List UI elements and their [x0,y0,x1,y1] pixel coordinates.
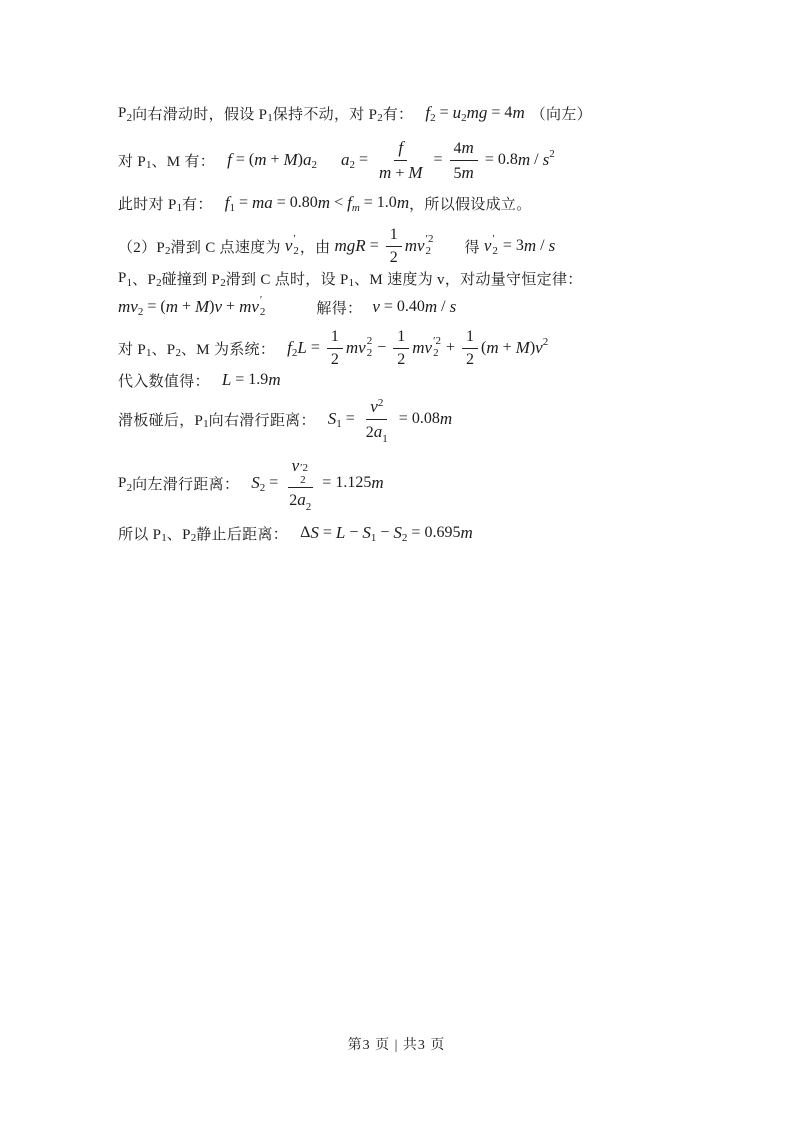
math-variable: M [408,162,423,182]
fraction-denominator [450,161,478,184]
math-operator: 1 [466,327,475,345]
math-variable: m [461,137,474,157]
spacer [210,380,222,381]
math-operator: < [330,194,348,211]
math-variable: mgR [334,236,366,255]
math-subscript: 2 [137,305,144,318]
math-operator: + [177,298,195,315]
math-subscript: 1 [348,276,355,289]
math-subsup [293,234,299,257]
math-operator: 2 [466,350,475,368]
math-subscript: 2 [291,346,298,359]
math-variable: v [214,297,223,316]
text-run: 、M 为系统： [180,341,276,358]
text-run: P [118,269,127,286]
math-subscript: 2 [377,111,383,124]
math-variable: L [335,523,346,542]
math-subscript: 1 [146,158,152,171]
math-subscript: 2 [401,531,408,544]
text-run: 碰撞到 P [161,271,221,288]
text-run: 向右滑动时，假设 P [132,106,268,123]
text-run: 有： [382,106,414,123]
math-variable: v [370,396,378,416]
text-run: 有： [182,196,213,213]
math-variable: m [317,193,331,212]
math-subscript: 2 [492,245,498,257]
math-variable: m [379,162,392,182]
math-variable: f [227,150,232,169]
math-superscript: 2 [366,335,373,348]
math-operator: = 3 [498,237,524,254]
math-variable: L [221,370,232,389]
math-operator: = [265,474,283,491]
math-subscript: 1 [146,346,152,359]
math-operator: + [441,339,460,356]
math-variable: mv [118,297,138,316]
math-variable: f [347,193,352,212]
math-subsup [426,234,434,257]
math-variable: s [548,236,556,255]
fraction-numerator [393,327,409,349]
fraction-denominator [375,161,426,184]
math-variable: v [284,236,293,255]
math-subscript: 2 [126,481,133,494]
fraction-numerator [327,327,343,349]
math-superscript: 2 [542,335,549,348]
solution-line-6 [118,293,456,321]
math-subsup [300,463,308,486]
math-subscript: 2 [293,245,299,257]
math-variable: M [515,338,530,357]
math-operator: = 0.08 [394,410,440,427]
math-variable: s [449,297,457,316]
math-operator: = ( [231,151,255,168]
math-superscript: ′ [259,294,263,307]
spacer [317,160,341,161]
math-subsup [367,336,373,359]
page-footer [0,1034,793,1054]
math-operator: = ( [143,298,166,315]
math-variable: mg [466,103,488,122]
math-subscript: 1 [203,417,209,430]
text-run: 保持不动，对 P [272,106,378,123]
math-variable: f [224,193,230,212]
math-subscript: 2 [190,531,197,544]
math-operator: = [355,151,373,168]
text-run: 、M 有： [151,153,216,170]
math-variable: m [424,297,438,316]
fraction [362,396,392,443]
math-subscript: 2 [259,306,266,318]
math-variable: mv [345,338,366,357]
math-operator: 2 [289,492,298,510]
math-variable: a [373,421,383,441]
math-subsup [433,336,441,359]
fraction-numerator [450,137,478,161]
solution-line-9 [118,392,452,446]
solution-line-2 [118,134,555,186]
math-operator: = 1.125 [318,474,372,491]
math-subscript: 1 [229,201,235,214]
math-operator: 1 [330,327,339,345]
math-subscript: 2 [175,346,181,359]
math-variable: a [341,150,350,169]
math-operator: = [318,524,336,541]
fraction-numerator [394,137,407,161]
math-subscript: 2 [165,244,171,257]
math-subscript: 1 [176,201,183,214]
page-number-text: 第3 页 | 共3 页 [347,1038,446,1053]
math-superscript: ′ [293,233,296,246]
text-run: ，所以假设成立。 [409,196,532,213]
fraction-denominator [362,420,392,443]
solution-line-8 [118,367,281,393]
math-superscript: ′2 [433,335,441,348]
math-operator: = 0.8 [480,151,518,168]
math-variable: m [396,193,410,212]
fraction-denominator [327,349,343,370]
math-variable: v [483,236,492,255]
math-subscript: 1 [370,531,377,544]
math-operator: = [341,410,359,427]
math-operator: 5 [453,164,462,182]
math-subscript: 1 [267,111,273,124]
text-run: P [118,474,127,491]
math-subscript: 2 [305,501,312,514]
math-operator: = [435,104,453,121]
math-variable: m [371,473,384,492]
fraction [327,327,343,370]
math-variable: f [398,137,404,157]
fraction-denominator [285,488,315,514]
math-variable: v [372,297,380,316]
math-variable: m [486,338,499,357]
text-run: 得 [464,239,484,256]
text-run: 、P [151,341,176,358]
math-operator: − [373,339,391,356]
math-subscript: 2 [300,473,306,486]
math-subscript: 2 [126,111,133,124]
text-run: P [118,104,127,121]
math-variable: m [512,103,525,122]
math-variable: mv [404,236,425,255]
math-operator: − [376,524,394,541]
math-operator: + [391,164,409,182]
math-operator: ) [297,151,303,168]
math-variable: M [283,150,298,169]
math-subscript: 2 [430,111,436,124]
text-run: 所以 P [118,526,162,543]
math-variable: s [542,150,550,169]
math-variable: v [291,455,300,475]
text-run: 向右滑行距离： [208,412,316,429]
spacer [413,113,425,114]
math-operator: = [365,237,383,254]
math-superscript: ′2 [300,461,309,474]
text-run: 滑到 C 点时，设 P [225,271,349,288]
math-subscript: 2 [366,347,373,359]
fraction [450,137,478,184]
math-subscript: 1 [336,417,342,430]
math-variable: ma [251,193,273,212]
math-superscript: ′ [492,233,495,246]
math-variable: a [303,150,312,169]
text-run: 此时对 P [118,196,177,213]
fraction-denominator [462,349,478,370]
fraction [386,225,402,268]
math-subscript: 2 [311,158,317,171]
spacer [434,246,464,247]
math-variable: S [327,409,337,428]
math-operator: = 4 [487,104,513,121]
math-variable: u [452,103,462,122]
math-variable: m [461,162,474,182]
math-variable: S [362,523,371,542]
fraction [393,327,409,370]
solution-line-10 [118,455,384,514]
text-run: 对 P [118,341,146,358]
math-variable: m [523,236,537,255]
math-subscript: 2 [156,276,162,289]
math-subscript: 2 [433,347,439,359]
math-variable: v [535,338,543,357]
fraction [462,327,478,370]
math-operator: ) [209,298,215,315]
math-subsup [492,234,498,257]
fraction-numerator [366,396,387,420]
solution-line-5 [118,265,583,291]
text-run: 静止后距离： [196,526,289,543]
spacer [215,160,227,161]
math-subsup [260,295,266,318]
math-subscript: 1 [126,276,133,289]
math-subscript: 2 [259,481,266,494]
math-subscript: 1 [161,531,167,544]
fraction [375,137,426,184]
math-operator: / [536,237,549,254]
spacer [266,307,316,308]
math-variable: mv [412,338,433,357]
fraction-denominator [393,349,409,370]
math-operator: = 1.9 [231,371,269,388]
math-variable: S [251,473,260,492]
text-run: （2）P [118,239,166,256]
math-operator: 1 [389,225,398,243]
math-variable: M [195,297,210,316]
text-run: 代入数值得： [118,373,210,390]
text-run: 、M 速度为 v，对动量守恒定律： [354,271,583,288]
math-operator: + [266,151,284,168]
math-variable: m [460,523,473,542]
math-operator: = 0.40 [379,298,425,315]
math-variable: S [310,523,319,542]
math-superscript: 2 [377,396,384,409]
text-run: 滑板碰后，P [118,412,204,429]
math-subscript: 2 [461,111,467,124]
math-variable: f [287,338,292,357]
math-operator: 2 [397,350,406,368]
text-run: （向左） [530,106,592,123]
math-variable: m [517,150,531,169]
math-operator: / [437,298,450,315]
math-variable: m [268,370,281,389]
math-operator: 1 [397,327,406,345]
math-operator: = 0.695 [407,524,461,541]
math-variable: m [254,150,267,169]
math-operator: = [234,194,252,211]
math-operator: = [306,339,324,356]
text-run: 、P [132,271,157,288]
fraction [285,455,315,514]
math-operator: 2 [365,423,374,441]
math-operator: / [530,151,543,168]
math-operator: = [429,151,447,168]
math-subscript: m [351,201,360,214]
text-run: 、P [166,526,191,543]
math-superscript: ′2 [425,233,434,246]
fraction-numerator [462,327,478,349]
solution-line-1 [118,100,592,126]
math-superscript: 2 [549,147,555,160]
text-run: 解得： [316,300,363,317]
solution-line-3 [118,190,532,216]
math-operator: + [498,339,516,356]
math-operator: 2 [389,248,398,266]
math-operator: = 0.80 [272,194,318,211]
fraction-numerator [288,455,313,488]
math-operator: Δ [300,524,311,541]
math-operator: = 1.0 [359,194,397,211]
math-subscript: 1 [382,432,388,445]
fraction-numerator [386,225,402,247]
math-subscript: 2 [425,245,432,257]
math-variable: L [297,338,307,357]
spacer [239,483,251,484]
spacer [288,533,300,534]
text-run: ，由 [299,239,335,256]
math-variable: mv [239,297,259,316]
math-operator: ) [529,339,536,356]
math-operator: ( [481,339,487,356]
math-operator: − [345,524,363,541]
math-variable: a [297,490,306,510]
text-run: 向左滑行距离： [132,476,240,493]
spacer [362,307,372,308]
math-operator: + [222,298,240,315]
math-variable: m [165,297,178,316]
text-run: 滑到 C 点速度为 [170,239,285,256]
math-subscript: 2 [220,276,226,289]
math-subscript: 2 [349,158,355,171]
text-run: 对 P [118,153,146,170]
math-variable: S [393,523,402,542]
spacer [316,419,328,420]
spacer [213,203,225,204]
math-operator: 4 [453,139,462,157]
spacer [275,348,287,349]
math-operator: 2 [330,350,339,368]
solution-line-11 [118,519,473,547]
math-variable: m [439,409,453,428]
math-variable: f [425,103,431,122]
